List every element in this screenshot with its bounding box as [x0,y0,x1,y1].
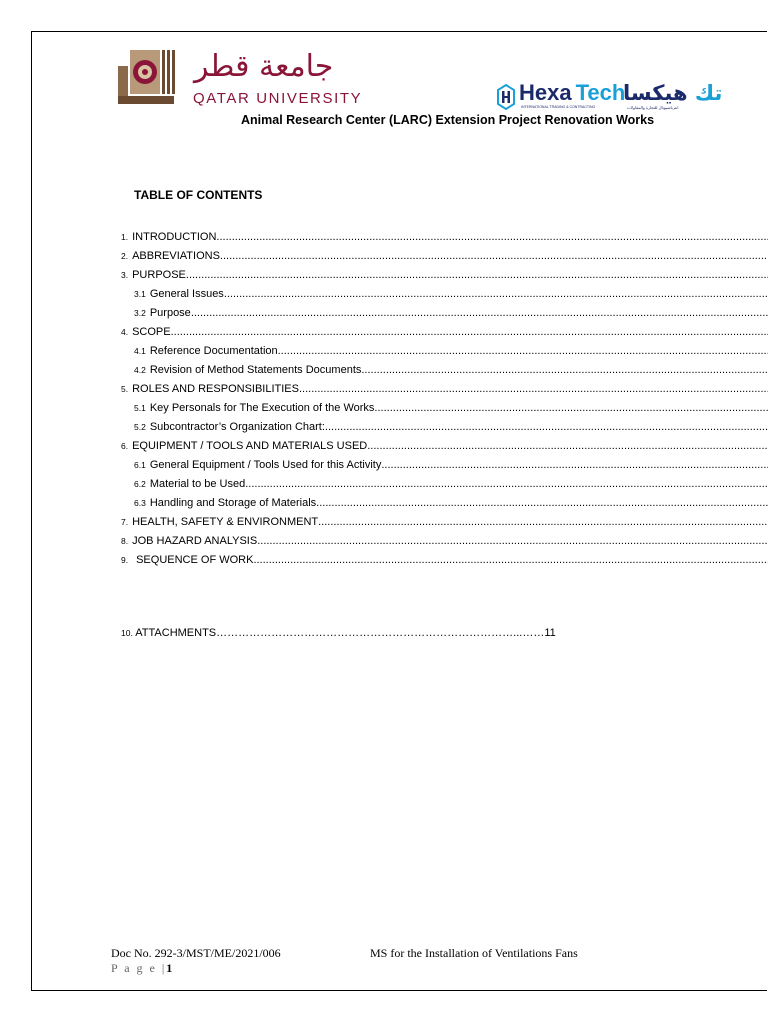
toc-entry-number: 6. [121,441,129,451]
toc-entry-label: General Equipment / Tools Used for this Activity [149,459,382,471]
toc-title: TABLE OF CONTENTS [134,188,263,202]
toc-entry-number: 1. [121,232,129,242]
toc-leader-dots [374,399,768,417]
toc-entry-attachments[interactable] [121,624,556,642]
toc-entry-number: 9. [121,555,129,565]
toc-leader-dots [253,551,768,569]
qatar-university-logo-icon [116,46,176,106]
toc-entry-label: PURPOSE [132,269,186,281]
toc-entry-general-equipment-tools[interactable] [134,456,768,474]
toc-entry-handling-and-storage[interactable] [134,494,768,512]
toc-entry-revision-of-method-statements[interactable] [134,361,768,379]
hexatech-name [519,80,625,106]
toc-leader-dots [191,304,768,322]
toc-entry-subcontractor-organization-chart[interactable] [134,418,768,436]
toc-leader-dots [257,532,768,550]
hexatech-tagline: INTERNATIONAL TRADING & CONTRACTING [521,105,596,109]
toc-entry-number: 7. [121,517,129,527]
hexatech-arabic-name [623,80,722,106]
toc-leader-dots [224,285,768,303]
toc-leader-dots [381,456,768,474]
toc-entry-reference-documentation[interactable] [134,342,768,360]
toc-entry-number: 3.2 [134,308,146,318]
toc-entry-number: 8. [121,536,129,546]
toc-entry-label: SCOPE [132,326,171,338]
toc-entry-number: 4.2 [134,365,146,375]
toc-entry-label: JOB HAZARD ANALYSIS [132,535,258,547]
hexatech-logo [497,80,737,114]
toc-entry-label: Handling and Storage of Materials [149,497,317,509]
toc-entry-label: SEQUENCE OF WORK [136,554,254,566]
toc-leader-dots [278,342,768,360]
toc-entry-label: ROLES AND RESPONSIBILITIES [132,383,299,395]
toc-entry-number: 4. [121,327,129,337]
toc-entry-number: 5.2 [134,422,146,432]
footer-page-indicator [111,961,172,976]
toc-entry-label: Revision of Method Statements Documents [149,364,362,376]
project-title: Animal Research Center (LARC) Extension Project Renovation Works [241,113,655,127]
toc-entry-number: 6.2 [134,479,146,489]
toc-leader-dots: ………………………………………………………………………...…… [216,627,545,639]
toc-entry-material-to-be-used[interactable] [134,475,768,493]
toc-entry-number: 5.1 [134,403,146,413]
hexatech-name-part-2: Tech [575,80,626,105]
toc-leader-dots [361,361,768,379]
toc-entry-number: 3.1 [134,289,146,299]
toc-leader-dots [220,247,768,265]
toc-leader-dots [318,513,768,531]
qatar-university-english-name: QATAR UNIVERSITY [193,90,363,107]
toc-entry-purpose[interactable] [121,266,768,284]
toc-entry-number: 5. [121,384,129,394]
hexatech-arabic-part-2: هيكسا [623,81,688,105]
toc-entry-label: General Issues [149,288,224,300]
toc-entry-introduction[interactable] [121,228,768,246]
toc-leader-dots [325,418,768,436]
hexatech-mark-icon [497,84,515,110]
toc-entry-job-hazard-analysis[interactable] [121,532,768,550]
toc-entry-roles-and-responsibilities[interactable] [121,380,768,398]
hexatech-arabic-part-1: تك [694,81,723,105]
toc-entry-key-personals[interactable] [134,399,768,417]
footer-doc-number: Doc No. 292-3/MST/ME/2021/006 [111,946,281,960]
toc-leader-dots [299,380,768,398]
toc-leader-dots [216,228,768,246]
toc-entry-number: 6.3 [134,498,146,508]
toc-entry-label: ATTACHMENTS [135,627,217,639]
toc-leader-dots [186,266,768,284]
footer-page-label: P a g e | [111,961,167,975]
toc-entry-label: INTRODUCTION [132,231,217,243]
toc-entry-abbreviations[interactable] [121,247,768,265]
toc-leader-dots [316,494,768,512]
toc-entry-general-issues[interactable] [134,285,768,303]
qatar-university-arabic-name: جامعة قطر [194,49,334,84]
toc-entry-scope[interactable] [121,323,768,341]
toc-entry-number: 2. [121,251,129,261]
toc-entry-label: Reference Documentation [149,345,278,357]
toc-entry-label: HEALTH, SAFETY & ENVIRONMENT [132,516,319,528]
toc-entry-health-safety-environment[interactable] [121,513,768,531]
toc-entry-number: 4.1 [134,346,146,356]
toc-entry-purpose-sub[interactable] [134,304,768,322]
hexatech-name-part-1: Hexa [519,80,572,105]
hexatech-arabic-tagline: انترناشيونال للتجارة والمقاولات [627,105,679,110]
footer-page-number: 1 [166,961,173,975]
toc-entry-label: Key Personals for The Execution of the Works [149,402,375,414]
toc-entry-equipment-tools-materials[interactable] [121,437,768,455]
footer-ms-title: MS for the Installation of Ventilations Fans [370,946,578,960]
toc-entry-label: EQUIPMENT / TOOLS AND MATERIALS USED [132,440,368,452]
toc-leader-dots [367,437,768,455]
toc-leader-dots [171,323,768,341]
toc-entry-label: Purpose [149,307,191,319]
toc-entry-number: 10. [121,628,133,638]
toc-entry-label: ABBREVIATIONS [132,250,220,262]
toc-leader-dots [245,475,768,493]
toc-entry-label: Material to be Used [149,478,246,490]
toc-entry-number: 3. [121,270,129,280]
toc-entry-page-number: 11 [544,627,556,639]
toc-entry-sequence-of-work[interactable] [121,551,768,569]
toc-entry-number: 6.1 [134,460,146,470]
toc-entry-label: Subcontractor’s Organization Chart: [149,421,325,433]
